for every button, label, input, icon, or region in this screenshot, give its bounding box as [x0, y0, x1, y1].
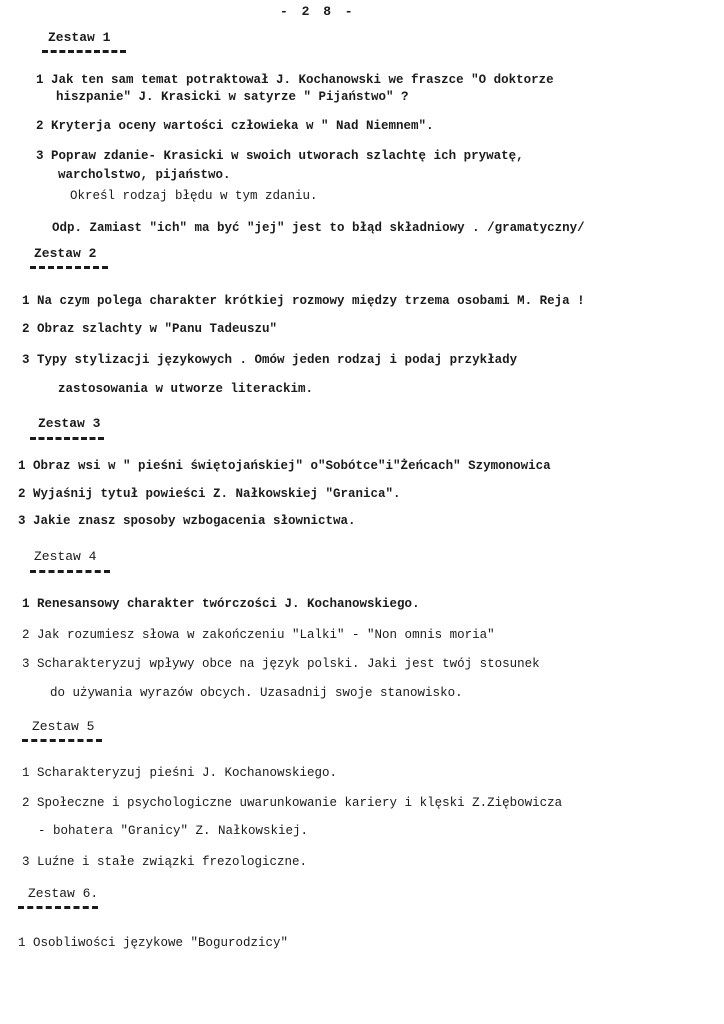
set-4-line-4: do używania wyrazów obcych. Uzasadnij swoje stanowisko. — [50, 686, 463, 700]
set-4-title: Zestaw 4 — [34, 549, 97, 564]
set-2-line-2: 2 Obraz szlachty w "Panu Tadeuszu" — [22, 322, 278, 336]
set-5-line-4: 3 Luźne i stałe związki frezologiczne. — [22, 855, 308, 869]
set-6-underline — [18, 906, 98, 909]
set-1-line-6: Określ rodzaj błędu w tym zdaniu. — [70, 189, 318, 203]
set-4-underline — [30, 570, 110, 573]
set-5-line-3: - bohatera "Granicy" Z. Nałkowskiej. — [38, 824, 309, 838]
set-1-line-3: 2 Kryterja oceny wartości człowieka w " Nad Niemnem". — [36, 119, 434, 133]
set-2-title: Zestaw 2 — [34, 246, 97, 261]
set-5-line-2: 2 Społeczne i psychologiczne uwarunkowanie kariery i klęski Z.Ziębowicza — [22, 796, 563, 810]
page-number: - 2 8 - — [280, 4, 356, 19]
set-3-line-3: 3 Jakie znasz sposoby wzbogacenia słownictwa. — [18, 514, 356, 528]
set-1-line-4: 3 Popraw zdanie- Krasicki w swoich utworach szlachtę ich prywatę, — [36, 149, 524, 163]
set-4-line-1: 1 Renesansowy charakter twórczości J. Kochanowskiego. — [22, 597, 420, 611]
set-3-line-2: 2 Wyjaśnij tytuł powieści Z. Nałkowskiej "Granica". — [18, 487, 401, 501]
set-1-answer: Odp. Zamiast "ich" ma być "jej" jest to błąd składniowy . /gramatyczny/ — [52, 221, 585, 235]
set-5-line-1: 1 Scharakteryzuj pieśni J. Kochanowskiego. — [22, 766, 338, 780]
set-1-line-1: 1 Jak ten sam temat potraktował J. Kochanowski we fraszce "O doktorze — [36, 73, 554, 87]
set-2-line-1: 1 Na czym polega charakter krótkiej rozmowy między trzema osobami M. Reja ! — [22, 294, 585, 308]
set-1-line-5: warcholstwo, pijaństwo. — [58, 168, 231, 182]
set-1-underline — [42, 50, 126, 53]
set-4-line-3: 3 Scharakteryzuj wpływy obce na język polski. Jaki jest twój stosunek — [22, 657, 540, 671]
set-2-line-4: zastosowania w utworze literackim. — [58, 382, 314, 396]
set-2-underline — [30, 266, 108, 269]
set-1-line-2: hiszpanie" J. Krasicki w satyrze " Pijaństwo" ? — [56, 90, 409, 104]
set-5-title: Zestaw 5 — [32, 719, 95, 734]
set-2-line-3: 3 Typy stylizacji językowych . Omów jeden rodzaj i podaj przykłady — [22, 353, 518, 367]
set-6-line-1: 1 Osobliwości językowe "Bogurodzicy" — [18, 936, 289, 950]
set-3-line-1: 1 Obraz wsi w " pieśni świętojańskiej" o"Sobótce"i"Żeńcach" Szymonowica — [18, 459, 551, 473]
set-4-line-2: 2 Jak rozumiesz słowa w zakończeniu "Lalki" - "Non omnis moria" — [22, 628, 495, 642]
set-6-title: Zestaw 6. — [28, 886, 99, 901]
set-3-title: Zestaw 3 — [38, 416, 101, 431]
set-3-underline — [30, 437, 104, 440]
set-1-title: Zestaw 1 — [48, 30, 111, 45]
set-5-underline — [22, 739, 102, 742]
